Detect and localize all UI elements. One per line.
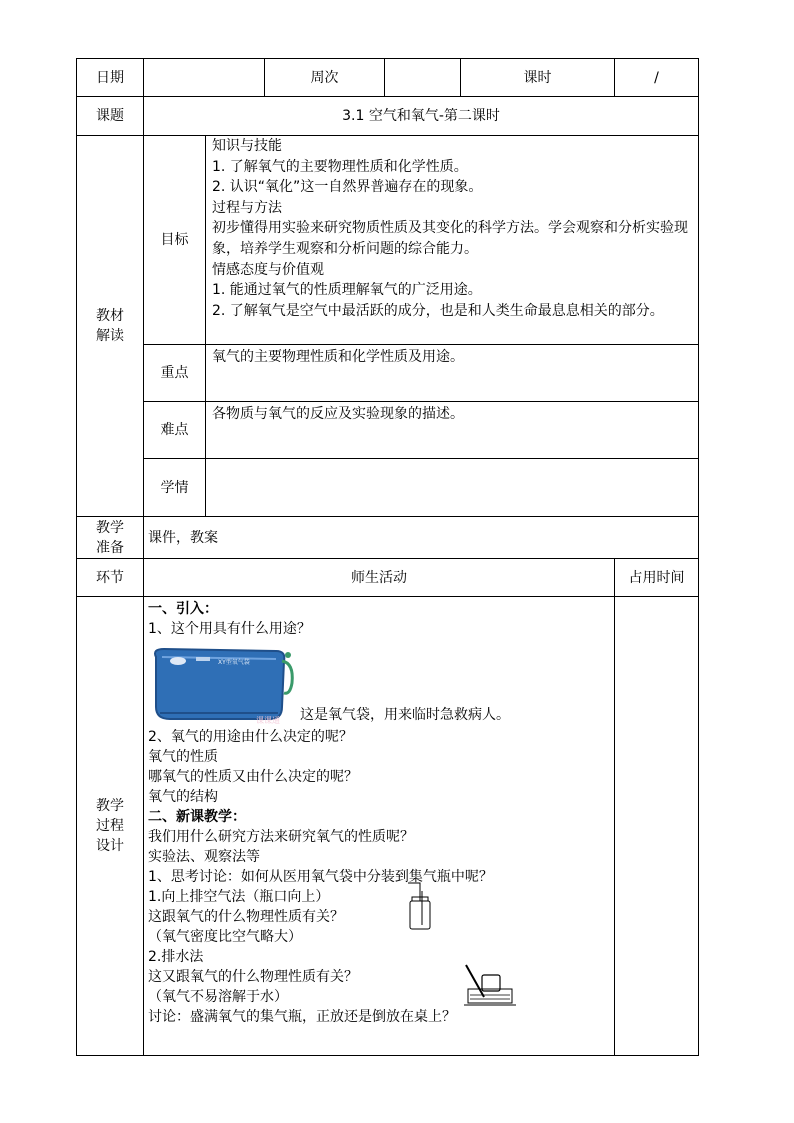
key-row: [77, 345, 699, 402]
date-value[interactable]: [144, 59, 265, 97]
prep-value: 课件，教案: [144, 517, 699, 559]
week-value[interactable]: [385, 59, 461, 97]
prep-row: [77, 517, 699, 559]
column-step: 环节: [77, 559, 144, 597]
column-time: 占用时间: [615, 559, 699, 597]
process-line: （氧气密度比空气略大）: [148, 929, 302, 945]
process-time[interactable]: [615, 597, 699, 1056]
goal-line: 2. 了解氧气是空气中最活跃的成分，也是和人类生命最息息相关的部分。: [212, 302, 664, 319]
column-activity: 师生活动: [144, 559, 615, 597]
student-row: [77, 459, 699, 517]
goal-line: 初步懂得用实验来研究物质性质及其变化的科学方法。学会观察和分析实验现象，培养学生观察和分析问题的综合能力。: [212, 220, 688, 257]
difficulty-label: 难点: [144, 402, 206, 459]
section-intro-heading: 一、引入：: [148, 601, 218, 617]
process-line: 讨论：盛满氧气的集气瓶，正放还是倒放在桌上？: [148, 1009, 456, 1025]
process-content: [144, 597, 615, 1056]
period-value: /: [615, 59, 699, 97]
bag-label: XY型氧气袋: [218, 659, 250, 666]
goal-line: 1. 能通过氧气的性质理解氧气的广泛用途。: [212, 282, 482, 299]
bag-watermark: 课课通: [256, 716, 280, 725]
process-line: 氧气的性质: [148, 749, 218, 765]
upward-method-text: 1.向上排空气法（瓶口向上）: [148, 889, 330, 905]
goal-line: 情感态度与价值观: [212, 261, 324, 278]
goal-line: 过程与方法: [212, 199, 282, 216]
topic-value: 3.1 空气和氧气-第二课时: [144, 97, 699, 136]
process-row: [77, 597, 699, 1056]
process-label: 教学过程设计: [77, 597, 144, 1056]
topic-label: 课题: [77, 97, 144, 136]
process-line: [148, 887, 610, 907]
process-line: 氧气的结构: [148, 789, 218, 805]
period-label: 课时: [461, 59, 615, 97]
process-line: （氧气不易溶解于水）: [148, 989, 288, 1005]
key-value: 氧气的主要物理性质和化学性质及用途。: [206, 345, 699, 402]
process-line: 我们用什么研究方法来研究氧气的性质呢？: [148, 829, 414, 845]
analysis-label: 教材解读: [77, 136, 144, 517]
goal-content: [206, 136, 699, 345]
process-line: 2、氧气的用途由什么决定的呢？: [148, 729, 353, 745]
gas-bottle-upward-icon: [406, 881, 436, 931]
student-value[interactable]: [206, 459, 699, 517]
oxygen-bag-block: [148, 639, 610, 727]
goal-line: 2. 认识“氧化”这一自然界普遍存在的现象。: [212, 179, 483, 196]
difficulty-row: [77, 402, 699, 459]
goal-line: 知识与技能: [212, 138, 282, 154]
bag-caption: 这是氧气袋，用来临时急救病人。: [300, 707, 510, 723]
lesson-plan-table: [76, 58, 699, 1056]
difficulty-text: 各物质与氧气的反应及实验现象的描述。: [212, 406, 464, 422]
process-line: 哪氧气的性质又由什么决定的呢？: [148, 769, 358, 785]
difficulty-value: [206, 402, 699, 459]
goal-label: 目标: [144, 136, 206, 345]
section-new-heading: 二、新课教学：: [148, 809, 246, 825]
process-line: 2.排水法: [148, 949, 204, 965]
oxygen-bag-image: [148, 643, 296, 727]
process-line: 实验法、观察法等: [148, 849, 260, 865]
topic-row: [77, 97, 699, 136]
week-label: 周次: [265, 59, 385, 97]
header-row: [77, 59, 699, 97]
key-label: 重点: [144, 345, 206, 402]
student-label: 学情: [144, 459, 206, 517]
process-line: 1、思考讨论：如何从医用氧气袋中分装到集气瓶中呢？: [148, 869, 493, 885]
date-label: 日期: [77, 59, 144, 97]
columns-row: [77, 559, 699, 597]
prep-label: 教学准备: [77, 517, 144, 559]
process-line: [148, 967, 610, 987]
process-line: 1、这个用具有什么用途？: [148, 621, 311, 637]
water-displacement-icon: [462, 963, 518, 1009]
water-method-text: 这又跟氧气的什么物理性质有关？: [148, 969, 358, 985]
goal-row: [77, 136, 699, 345]
process-line: 这跟氧气的什么物理性质有关？: [148, 909, 344, 925]
goal-line: 1. 了解氧气的主要物理性质和化学性质。: [212, 158, 468, 175]
